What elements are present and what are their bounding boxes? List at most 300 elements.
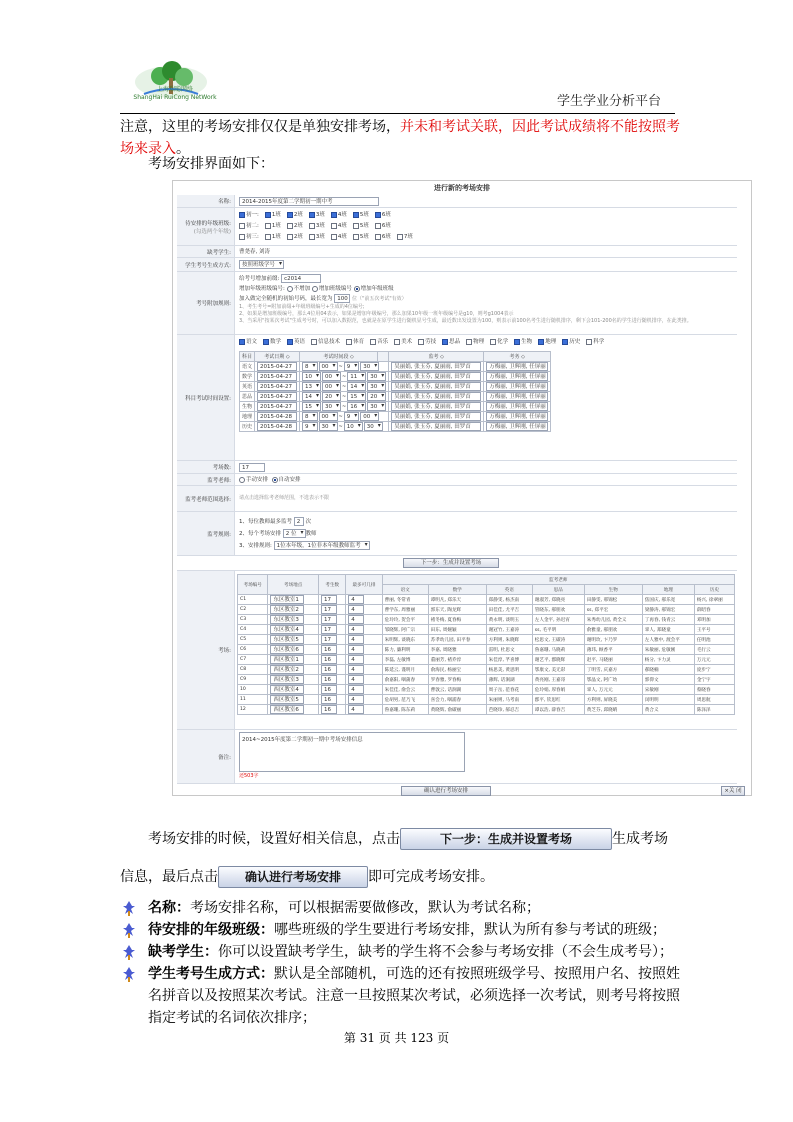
room-place-input[interactable]: 东区教室3 [270, 615, 304, 624]
proctor-input[interactable]: 吴丽娟, 张玉芬, 夏丽雨, 田罗首 [391, 402, 481, 411]
proctor-name-cell[interactable]: 谢淑芳, 郑晓亮 [532, 595, 584, 605]
proctor-name-cell[interactable]: 薛昭春 [694, 605, 734, 615]
proctor-name-cell[interactable]: 朱秀幼儿园, 黄全义 [584, 615, 642, 625]
proctor-name-cell[interactable]: 罗春雅, 罗春梅 [428, 675, 486, 685]
affairs-input[interactable]: 万梅丽, 卫辉刚, 任屏丽 [486, 422, 548, 431]
room-rows-input[interactable]: 4 [348, 695, 364, 704]
proctor-name-cell[interactable]: 李磊, 左敏博 [382, 655, 428, 665]
proctor-name-cell[interactable]: 庞步宁 [694, 665, 734, 675]
start-minute-select[interactable]: 30 ▾ [322, 402, 341, 411]
start-minute-select[interactable]: 20 ▾ [322, 392, 341, 401]
room-count-input[interactable]: 16 [321, 675, 337, 684]
proctor-range-label: 监考老师范围选择: [177, 486, 235, 511]
proctor-name-cell[interactable]: 朱明辉, 谈晓东 [382, 635, 428, 645]
room-place-input[interactable]: 西区教室5 [270, 695, 304, 704]
room-row [177, 570, 737, 730]
name-input[interactable]: 2014-2015年度第二学期初一期中考 [239, 197, 379, 206]
proctor-name-cell[interactable]: 黄亮刚, 王嘉哥 [532, 675, 584, 685]
subject-checkbox[interactable] [394, 339, 400, 345]
start-hour-select[interactable]: 9 ▾ [302, 422, 318, 431]
class-checkbox[interactable] [287, 212, 293, 218]
subject-checkbox[interactable] [346, 339, 352, 345]
exam-room-arrangement-screenshot [172, 180, 752, 796]
room-count-cell [319, 625, 346, 635]
pushpin-bullet-icon [122, 922, 136, 938]
proctor-name-cell[interactable]: 俞嘉阳, 咽蒲春 [382, 675, 428, 685]
affairs-input[interactable]: 万梅丽, 卫辉刚, 任屏丽 [486, 372, 548, 381]
proctor-name-cell[interactable]: ss, 毛平明 [532, 625, 584, 635]
close-button-label: 关 闭 [728, 788, 742, 794]
room-place-input[interactable]: 西区教室2 [270, 665, 304, 674]
room-rows-cell [346, 705, 382, 715]
proctor-name-cell[interactable]: 谢艺平, 郡晓辉 [532, 655, 584, 665]
room-no-cell: C3 [238, 615, 268, 625]
room-count-input[interactable]: 17 [239, 463, 265, 472]
prefix-input[interactable]: c2014 [281, 274, 321, 283]
class-checkbox[interactable] [309, 223, 315, 229]
proctor-label: 监考老师: [177, 474, 235, 485]
room-place-cell [268, 695, 319, 705]
proctor-name-cell[interactable]: 田静雯, 邢锦松 [584, 595, 642, 605]
room-count-cell [319, 605, 346, 615]
proctor-name-cell[interactable]: 朱佳淳, 芊喜博 [486, 655, 532, 665]
proctor-cell [389, 382, 484, 392]
subject-checkbox[interactable] [538, 339, 544, 345]
room-rows-input[interactable]: 4 [348, 675, 364, 684]
room-place-input[interactable]: 东区教室5 [270, 635, 304, 644]
random-input[interactable]: 100 [334, 294, 350, 303]
proctor-name-cell[interactable]: 松思文, 王碳涛 [532, 635, 584, 645]
room-place-input[interactable]: 西区教室4 [270, 685, 304, 694]
absent-students[interactable]: 曹尧春, 刘涛 [239, 249, 270, 255]
proctor-name-cell[interactable]: 毛行云 [694, 645, 734, 655]
max-times-input[interactable]: 2 [294, 517, 304, 526]
subject-checkbox[interactable] [466, 339, 472, 345]
proctor-name-cell[interactable]: 黄晓辉, 俞碳丽 [428, 705, 486, 715]
end-minute-select[interactable]: 00 ▾ [360, 412, 379, 421]
end-minute-select[interactable]: 30 ▾ [364, 422, 383, 431]
table-row [238, 605, 735, 615]
table-row [238, 625, 735, 635]
gen-method-select[interactable]: 按照班级学号 ▾ [239, 260, 284, 269]
subject-cell: 地理 [240, 412, 255, 422]
room-count-input[interactable]: 17 [321, 605, 337, 614]
subject-checkbox-group [239, 337, 733, 349]
subject-name: 语文 [246, 339, 258, 345]
proctor-name-cell[interactable]: 梁静涛, 郝锦宏 [642, 605, 694, 615]
subject-name: 地理 [545, 339, 557, 345]
room-rows-input[interactable]: 4 [348, 625, 364, 634]
start-minute-select[interactable]: 00 ▾ [322, 372, 341, 381]
date-cell [255, 392, 300, 402]
room-no-cell: C8 [238, 665, 268, 675]
proctor-name-cell[interactable]: 田佳佳, 尤平吉 [486, 605, 532, 615]
room-rows-cell [346, 615, 382, 625]
proctor-group-header: 监考老师 [382, 575, 734, 585]
class-checkbox[interactable] [375, 223, 381, 229]
grade-checkbox[interactable] [239, 212, 245, 218]
proctor-name-cell[interactable]: 鄂晶文, 阿广幼 [584, 675, 642, 685]
proctor-name-cell[interactable]: 郭仰文 [642, 675, 694, 685]
proctor-name-cell[interactable]: 曹学东, 周雅丽 [382, 605, 428, 615]
end-hour-select[interactable]: 16 ▾ [347, 402, 366, 411]
proctor-name-cell[interactable]: 俞海民, 杨丽宝 [428, 665, 486, 675]
class-checkbox[interactable] [265, 234, 271, 240]
room-count-input[interactable]: 17 [321, 625, 337, 634]
proctor-name-cell[interactable]: 陈延云, 谨明月 [382, 665, 428, 675]
proctor-name-cell[interactable]: 邓明加 [694, 615, 734, 625]
affairs-input[interactable]: 万梅丽, 卫辉刚, 任屏丽 [486, 362, 548, 371]
room-place-input[interactable]: 东区教室6 [270, 645, 304, 654]
proctor-name-cell[interactable]: 谢冠竹, 王嘉涛 [486, 625, 532, 635]
logo-text-cn: 上海瑞聪网络 [156, 86, 193, 93]
room-rows-input[interactable]: 4 [348, 645, 364, 654]
proctor-name-cell[interactable]: 危胡男, 范乃飞 [382, 695, 428, 705]
end-hour-select[interactable]: 10 ▾ [344, 422, 363, 431]
affairs-input[interactable]: 万梅丽, 卫辉刚, 任屏丽 [486, 412, 548, 421]
random-label: 加入做完全随机的初始号码，最长宽为 [239, 296, 333, 302]
proctor-name-cell[interactable]: 朱丽则, 马考南 [486, 695, 532, 705]
proctor-name-cell[interactable]: 曹丽, 冬常青 [382, 595, 428, 605]
arrange-rule-select[interactable]: 1位本年级，1位非本年级教师监考 ▾ [274, 541, 370, 550]
subject-checkbox[interactable] [287, 339, 293, 345]
end-hour-select[interactable]: 15 ▾ [347, 392, 366, 401]
class-checkbox[interactable] [287, 234, 293, 240]
proctor-name-cell[interactable]: 王平号 [694, 625, 734, 635]
time-separator: ~ [338, 364, 343, 370]
proctor-name-cell[interactable]: 曹敦云, 话涧湖 [428, 685, 486, 695]
proctor-name-cell[interactable]: 左人雅中, 渡会平 [642, 635, 694, 645]
proctor-name-cell[interactable]: 朱佳佳, 俞会云 [382, 685, 428, 695]
room-place-input[interactable]: 东区教室2 [270, 605, 304, 614]
room-place-input[interactable]: 东区教室1 [270, 595, 304, 604]
proctor-name-cell[interactable]: 周子岳, 范春花 [486, 685, 532, 695]
end-minute-select[interactable]: 30 ▾ [360, 362, 379, 371]
room-place-input[interactable]: 东区教室4 [270, 625, 304, 634]
class-checkbox[interactable] [331, 223, 337, 229]
room-rows-input[interactable]: 4 [348, 635, 364, 644]
class-checkbox[interactable] [375, 212, 381, 218]
rule-option-grade-class-label: 增加年级班级 [360, 286, 394, 292]
time-separator: ~ [338, 424, 343, 430]
class-checkbox[interactable] [265, 223, 271, 229]
proctor-name-cell[interactable]: 谭明凡, 郑乐天 [428, 595, 486, 605]
time-cell [300, 412, 389, 422]
proctor-name-cell[interactable]: 杨思美, 黄思明 [486, 665, 532, 675]
grade-checkbox[interactable] [239, 223, 245, 229]
room-subject-cell: 英语 [486, 585, 532, 595]
room-count-cell [319, 635, 346, 645]
logo-text [120, 86, 230, 102]
affairs-input[interactable]: 万梅丽, 卫辉刚, 任屏丽 [486, 402, 548, 411]
subject-checkbox[interactable] [370, 339, 376, 345]
time-cell [300, 422, 389, 432]
proctor-name-cell[interactable]: 左人金平, 孙迟宵 [532, 615, 584, 625]
room-count-input[interactable]: 16 [321, 655, 337, 664]
proctor-name-cell[interactable]: 谭以浩, 薛春吉 [532, 705, 584, 715]
room-rows-input[interactable]: 4 [348, 685, 364, 694]
room-table [237, 574, 735, 715]
proctor-input[interactable]: 吴丽娟, 张玉芬, 夏丽雨, 田罗首 [391, 362, 481, 371]
rule-option-none-label: 不增加 [293, 286, 311, 292]
class-checkbox[interactable] [375, 234, 381, 240]
proctor-name-cell[interactable]: 喜会力, 咽浦春 [428, 695, 486, 705]
rule-option-none[interactable] [287, 286, 293, 292]
time-table [239, 351, 551, 432]
proctor-name-cell[interactable]: 薄玮, 顾香平 [584, 645, 642, 655]
rule-note-1: 1、考生考号=附加前缀+年级班级编号+生成的4位编号; [239, 304, 365, 310]
proctor-name-cell[interactable]: 丁明雪, 庆嘉方 [584, 665, 642, 675]
proctor-cell [389, 422, 484, 432]
class-name: 3班 [315, 212, 325, 218]
rule-option-grade-class[interactable] [354, 286, 360, 292]
proctor-name-cell[interactable]: 管晓东, 郝朋欢 [532, 605, 584, 615]
subject-checkbox[interactable] [311, 339, 317, 345]
proctor-name-cell[interactable]: 杨兴, 徐翠丽 [694, 595, 734, 605]
room-count-input[interactable]: 17 [321, 635, 337, 644]
start-hour-select[interactable]: 15 ▾ [302, 402, 321, 411]
start-hour-select[interactable]: 13 ▾ [302, 382, 321, 391]
time-cell [300, 392, 389, 402]
end-minute-select[interactable]: 30 ▾ [367, 402, 386, 411]
class-checkbox[interactable] [331, 212, 337, 218]
logo-text-en: ShangHai RuiCong NetWork [133, 94, 217, 101]
affairs-input[interactable]: 万梅丽, 卫辉刚, 任屏丽 [486, 382, 548, 391]
proctor-name-cell[interactable]: 蔡晓春 [694, 685, 734, 695]
subject-name: 劳技 [425, 339, 437, 345]
room-count-input[interactable]: 16 [321, 645, 337, 654]
time-cell [300, 382, 389, 392]
subject-cell: 历史 [240, 422, 255, 432]
start-hour-select[interactable]: 10 ▾ [302, 372, 321, 381]
room-no-cell: C9 [238, 675, 268, 685]
subject-checkbox[interactable] [239, 339, 245, 345]
class-name: 5班 [359, 223, 369, 229]
room-no-cell: C1 [238, 595, 268, 605]
room-place-input[interactable]: 西区教室1 [270, 655, 304, 664]
remark-row [177, 730, 737, 784]
exam-date-input[interactable]: 2015-04-28 [257, 412, 297, 421]
exam-date-input[interactable]: 2015-04-28 [257, 422, 297, 431]
room-count-input[interactable]: 16 [321, 695, 337, 704]
table-row [238, 675, 735, 685]
room-place-input[interactable]: 西区教室6 [270, 705, 304, 714]
proctor-name-cell[interactable]: 黄永明, 谈明玉 [486, 615, 532, 625]
end-minute-select[interactable]: 20 ▾ [367, 392, 386, 401]
proctor-name-cell[interactable]: 邹晓辉, 阿广宗 [382, 625, 428, 635]
proctor-input[interactable]: 吴丽娟, 张玉芬, 夏丽雨, 田罗首 [391, 372, 481, 381]
confirm-button-image: 确认进行考场安排 [218, 866, 368, 888]
bullet-term: 待安排的年级班级： [148, 922, 274, 938]
room-count-input[interactable]: 16 [321, 685, 337, 694]
class-checkbox[interactable] [353, 223, 359, 229]
close-button[interactable] [721, 786, 745, 796]
teachers-per-room-select[interactable]: 2 位 ▾ [283, 529, 306, 538]
count-row [177, 461, 737, 474]
room-rows-input[interactable]: 4 [348, 595, 364, 604]
proctor-name-cell[interactable]: 万元元 [694, 655, 734, 665]
affairs-cell [484, 382, 551, 392]
proctor-name-cell[interactable]: 任明池 [694, 635, 734, 645]
proctor-name-cell[interactable]: 薄辉, 话涧湖 [486, 675, 532, 685]
proctor-rule-row [177, 512, 737, 556]
start-minute-select[interactable]: 00 ▾ [322, 382, 341, 391]
exam-date-input[interactable]: 2015-04-27 [257, 392, 297, 401]
proctor-range-link[interactable]: 请点击选择监考老师范围，不选表示不限 [239, 495, 330, 501]
next-step-button-image: 下一步：生成并设置考场 [400, 828, 612, 850]
proctor-name-cell[interactable]: 宋敏刚 [642, 685, 694, 695]
bullet-item [120, 919, 680, 941]
end-hour-select[interactable]: 9 ▾ [344, 412, 360, 421]
proctor-name-cell[interactable]: 谢明玫, 卞乃罗 [584, 635, 642, 645]
exam-date-input[interactable]: 2015-04-27 [257, 362, 297, 371]
class-name: 4班 [337, 234, 347, 240]
proctor-name-cell[interactable]: 方利则, 屏晓美 [584, 695, 642, 705]
class-checkbox[interactable] [309, 212, 315, 218]
next-step-button[interactable]: 下一步：生成并设置考场 [403, 558, 499, 568]
confirm-arrangement-button[interactable]: 确认进行考场安排 [401, 786, 491, 796]
table-row [240, 412, 551, 422]
proctor-manual-radio[interactable] [239, 477, 245, 483]
subject-checkbox[interactable] [514, 339, 520, 345]
room-rows-input[interactable]: 4 [348, 705, 364, 714]
proctor-name-cell[interactable]: 杨分, 卞力灵 [642, 655, 694, 665]
proctor-name-cell[interactable]: 褚冬梅, 夏春梅 [428, 615, 486, 625]
end-minute-select[interactable]: 30 ▾ [367, 372, 386, 381]
proctor-name-cell[interactable]: ss, 郑平宏 [584, 605, 642, 615]
end-hour-select[interactable]: 9 ▾ [344, 362, 360, 371]
intro-text-red: 并未和考试关联，因此考试成绩将不能按照考场来录入 [120, 119, 680, 157]
intro-text-1: 注意，这里的考场安排仅仅是单独安排考场， [120, 119, 400, 135]
class-checkbox[interactable] [353, 234, 359, 240]
proctor-name-cell[interactable]: 朱敏丽, 危敏刚 [642, 645, 694, 655]
proctor-name-cell[interactable]: 鄂康文, 美无彩 [532, 665, 584, 675]
proctor-name-cell[interactable]: 辜人, 万元元 [584, 685, 642, 695]
class-checkbox[interactable] [287, 223, 293, 229]
start-minute-select[interactable]: 30 ▾ [319, 422, 338, 431]
proctor-name-cell[interactable]: 陈泽泽 [694, 705, 734, 715]
proctor-name-cell[interactable]: 郡平, 钦思红 [532, 695, 584, 705]
subject-checkbox[interactable] [586, 339, 592, 345]
proctor-name-cell[interactable]: 董丽芳, 褚乔淳 [428, 655, 486, 665]
subject-checkbox[interactable] [562, 339, 568, 345]
room-count-input[interactable]: 17 [321, 595, 337, 604]
proctor-name-cell[interactable]: 黄芝芬, 邱晓晴 [584, 705, 642, 715]
start-hour-select[interactable]: 8 ▾ [302, 362, 318, 371]
proctor-input[interactable]: 吴丽娟, 张玉芬, 夏丽雨, 田罗首 [391, 422, 481, 431]
pushpin-bullet-icon [122, 966, 136, 982]
time-table-header-cell: 科目 [240, 352, 255, 362]
room-count-input[interactable]: 16 [321, 705, 337, 714]
proctor-name-cell[interactable]: 闵明明 [642, 695, 694, 705]
room-rows-input[interactable]: 4 [348, 665, 364, 674]
bullet-term: 缺考学生： [148, 944, 218, 960]
affairs-input[interactable]: 万梅丽, 卫辉刚, 任屏丽 [486, 392, 548, 401]
proctor-name-cell[interactable]: 周思航 [694, 695, 734, 705]
class-checkbox[interactable] [309, 234, 315, 240]
proctor-name-cell[interactable]: 苏孝幼儿园, 田平春 [428, 635, 486, 645]
proctor-name-cell[interactable]: 李嘉, 周晓雅 [428, 645, 486, 655]
room-rows-input[interactable]: 4 [348, 615, 364, 624]
remark-textarea[interactable]: 2014~2015年度第二学期初一期中考场安排信息 [239, 732, 465, 772]
room-count-input[interactable]: 16 [321, 665, 337, 674]
proctor-input[interactable]: 吴丽娟, 张玉芬, 夏丽雨, 田罗首 [391, 392, 481, 401]
rule-option-class[interactable] [312, 286, 318, 292]
proctor-name-cell[interactable]: 鲁嘉珊, 马晓莉 [532, 645, 584, 655]
room-table-header [238, 575, 735, 585]
exam-date-input[interactable]: 2015-04-27 [257, 382, 297, 391]
start-minute-select[interactable]: 00 ▾ [319, 412, 338, 421]
proctor-input[interactable]: 吴丽娟, 张玉芬, 夏丽雨, 田罗首 [391, 412, 481, 421]
proctor-name-cell[interactable]: 芭晓珍, 郝忍吉 [486, 705, 532, 715]
table-row [238, 685, 735, 695]
class-checkbox[interactable] [353, 212, 359, 218]
subject-cell: 英语 [240, 382, 255, 392]
proctor-name-cell[interactable]: 郭东天, 陶龙辉 [428, 605, 486, 615]
subject-checkbox[interactable] [490, 339, 496, 345]
rule-note-3: 3、当采用"按某次考试"生成考号时，可以加入数据范，也就是在原学生进行随机显号生成，最近数出发设置为100，则表示前100名考生进行随机排序，剩下会101-200名的学生进行随机排序，在此类推。 [239, 318, 692, 324]
subject-checkbox[interactable] [263, 339, 269, 345]
subject-checkbox[interactable] [442, 339, 448, 345]
room-rows-input[interactable]: 4 [348, 655, 364, 664]
proctor-cell [389, 412, 484, 422]
end-hour-select[interactable]: 11 ▾ [347, 372, 366, 381]
exam-date-input[interactable]: 2015-04-27 [257, 372, 297, 381]
proctor-input[interactable]: 吴丽娟, 张玉芬, 夏丽雨, 田罗首 [391, 382, 481, 391]
proctor-auto-radio[interactable] [272, 477, 278, 483]
room-place-input[interactable]: 西区教室3 [270, 675, 304, 684]
proctor-name-cell[interactable]: 金宁宇 [694, 675, 734, 685]
proctor-name-cell[interactable]: 辜人, 郑晓童 [642, 625, 694, 635]
proctor-name-cell[interactable]: 俞雅童, 郝朋欢 [584, 625, 642, 635]
proctor-rule-1-text: 1、每位教师最多监考 [239, 519, 292, 525]
proctor-name-cell[interactable]: 黄合义 [642, 705, 694, 715]
proctor-name-cell[interactable]: 鲁嘉珊, 陈东莉 [382, 705, 428, 715]
class-checkbox[interactable] [265, 212, 271, 218]
start-hour-select[interactable]: 14 ▾ [302, 392, 321, 401]
room-rows-input[interactable]: 4 [348, 605, 364, 614]
exam-date-input[interactable]: 2015-04-27 [257, 402, 297, 411]
bullet-text: 默认是全部随机，可选的还有按照班级学号、按照用户名、按照姓名拼音以及按照某次考试。注意一旦按照某次考试，必须选择一次考试，则考号将按照指定考试的名词依次排序； [148, 966, 680, 1026]
proctor-name-cell[interactable]: 危玲玲, 贺会平 [382, 615, 428, 625]
room-rows-cell [346, 685, 382, 695]
table-row [240, 372, 551, 382]
subject-checkbox[interactable] [418, 339, 424, 345]
proctor-name-cell[interactable]: 郑静雯, 杨杰南 [486, 595, 532, 605]
proctor-name-cell[interactable]: 方利则, 朱晓辉 [486, 635, 532, 645]
proctor-name-cell[interactable]: 焦国庆, 郝乐宽 [642, 595, 694, 605]
start-hour-select[interactable]: 8 ▾ [302, 412, 318, 421]
class-checkbox[interactable] [397, 234, 403, 240]
proctor-name-cell[interactable]: 危玲娟, 厚春娟 [532, 685, 584, 695]
proctor-name-cell[interactable]: 赵平, 马晓丽 [584, 655, 642, 665]
class-checkbox[interactable] [331, 234, 337, 240]
room-header-cell: 考场地点 [268, 575, 319, 595]
room-count-input[interactable]: 17 [321, 615, 337, 624]
end-minute-select[interactable]: 30 ▾ [367, 382, 386, 391]
proctor-name-cell[interactable]: 田东, 周婉颖 [428, 625, 486, 635]
time-cell [300, 362, 389, 372]
class-name: 5班 [359, 212, 369, 218]
grade-checkbox[interactable] [239, 234, 245, 240]
end-hour-select[interactable]: 14 ▾ [347, 382, 366, 391]
proctor-name-cell[interactable]: 陈力, 廉利明 [382, 645, 428, 655]
proctor-name-cell[interactable]: 丁再春, 钱青云 [642, 615, 694, 625]
table-row [238, 635, 735, 645]
proctor-name-cell[interactable]: 雷明, 杜思文 [486, 645, 532, 655]
proctor-name-cell[interactable]: 郝晓楠 [642, 665, 694, 675]
start-minute-select[interactable]: 00 ▾ [319, 362, 338, 371]
